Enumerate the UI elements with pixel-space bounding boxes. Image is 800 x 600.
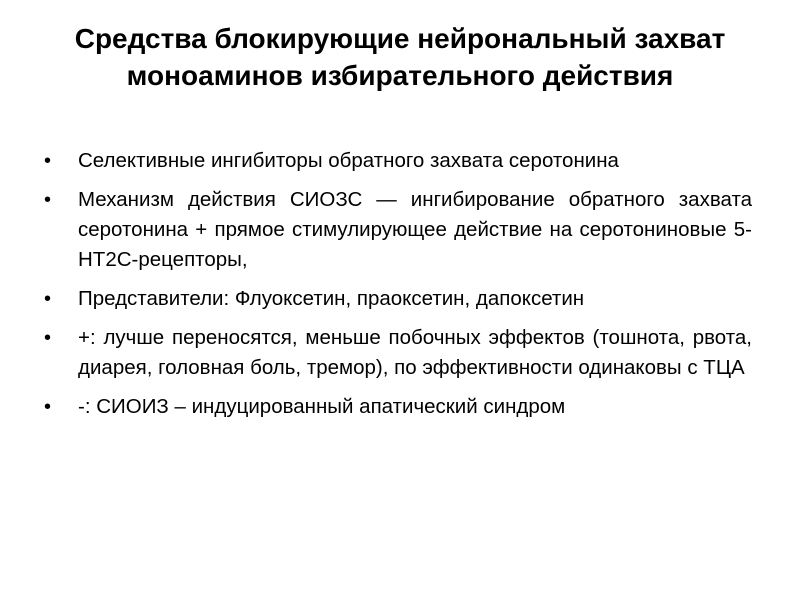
bullet-text: Селективные ингибиторы обратного захвата серотонина (78, 149, 619, 172)
bullet-marker: • (44, 150, 52, 172)
bullet-marker: • (44, 396, 52, 418)
bullet-item (40, 323, 752, 383)
bullet-text: +: лучше переносятся, меньше побочных эффектов (тошнота, рвота, диарея, головная боль, тремор), по эффективности одинаковы с ТЦА (78, 326, 752, 379)
bullet-marker: • (44, 327, 52, 349)
bullet-text: Представители: Флуоксетин, праоксетин, дапоксетин (78, 287, 585, 310)
bullet-item (40, 146, 752, 176)
bullet-text: -: СИОИЗ – индуцированный апатический синдром (78, 395, 566, 418)
bullet-item (40, 284, 752, 314)
bullet-item (40, 392, 752, 422)
bullet-text: Механизм действия СИОЗС — ингибирование обратного захвата серотонина + прямое стимулирующее действие на серотониновые 5-НТ2С-рецепторы, (78, 188, 752, 271)
bullet-item (40, 185, 752, 275)
bullet-marker: • (44, 189, 52, 211)
bullet-list (40, 146, 752, 431)
slide-title: Средства блокирующие нейрональный захват моноаминов избирательного действия (74, 23, 726, 91)
bullet-marker: • (44, 288, 52, 310)
